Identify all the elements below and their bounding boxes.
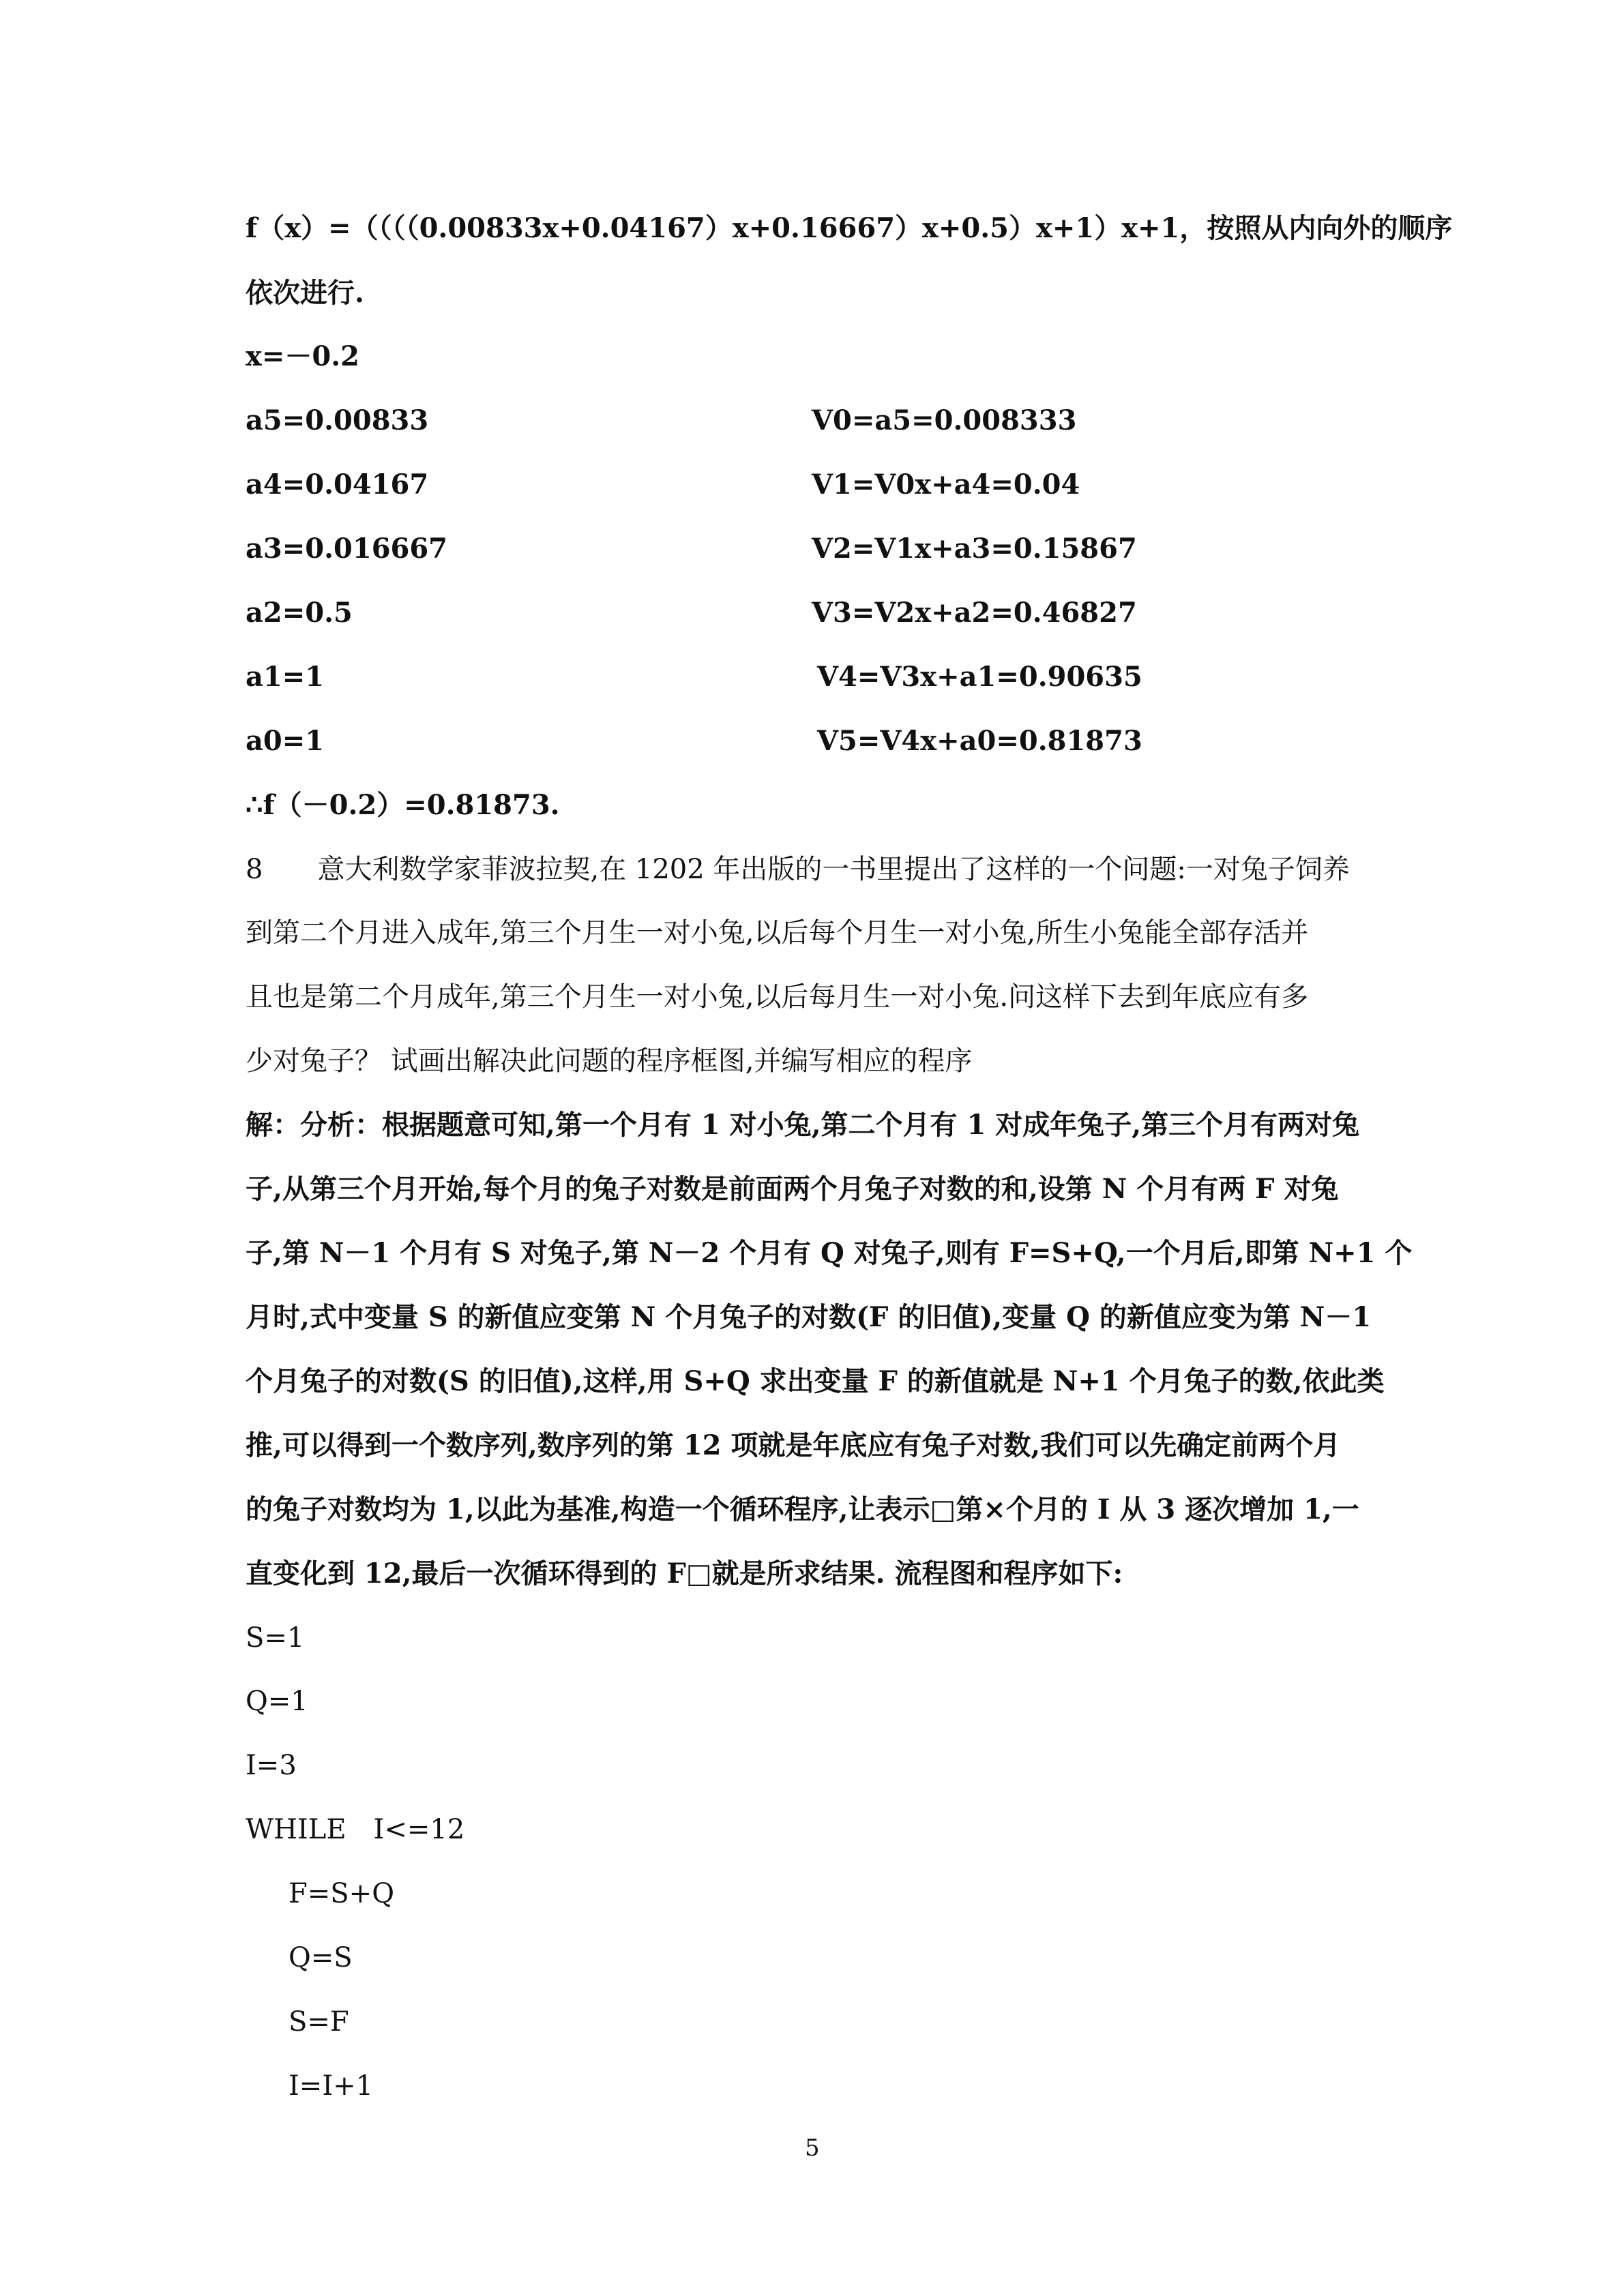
coefficient-row — [246, 404, 1391, 438]
problem-line: 8 意大利数学家菲波拉契,在 1202 年出版的一书里提出了这样的一个问题:一对兔子饲养 — [246, 854, 1350, 885]
code-line: F=S+Q — [289, 1878, 394, 1909]
problem-line: 且也是第二个月成年,第三个月生一对小兔,以后每月生一对小兔.问这样下去到年底应有多 — [246, 981, 1309, 1013]
code-line: Q=S — [289, 1942, 353, 1973]
code-line: WHILE I<=12 — [246, 1814, 465, 1845]
code-line: I=3 — [246, 1750, 297, 1781]
coefficient-row — [246, 532, 1391, 566]
solution-line: 直变化到 12,最后一次循环得到的 F□就是所求结果. 流程图和程序如下: — [246, 1557, 1123, 1590]
solution-line: 解：分析：根据题意可知,第一个月有 1 对小兔,第二个月有 1 对成年兔子,第三个月有两对兔 — [246, 1109, 1360, 1141]
page-number: 5 — [805, 2134, 820, 2162]
coefficient-right: V5=V4x+a0=0.81873 — [817, 725, 1142, 757]
coefficient-right: V1=V0x+a4=0.04 — [812, 468, 1080, 501]
code-line: Q=1 — [246, 1686, 308, 1717]
coefficient-left: a0=1 — [246, 725, 325, 757]
solution-line: 推,可以得到一个数序列,数序列的第 12 项就是年底应有兔子对数,我们可以先确定前两个月 — [246, 1429, 1341, 1461]
coefficient-right: V0=a5=0.008333 — [812, 404, 1077, 436]
coefficient-left: a3=0.016667 — [246, 533, 448, 565]
coefficient-row — [246, 468, 1391, 502]
text-line: x=－0.2 — [246, 340, 359, 372]
coefficient-left: a1=1 — [246, 661, 325, 693]
coefficient-right: V4=V3x+a1=0.90635 — [817, 661, 1142, 693]
coefficient-left: a5=0.00833 — [246, 404, 429, 436]
solution-line: 月时,式中变量 S 的新值应变第 N 个月兔子的对数(F 的旧值),变量 Q 的新值应变为第 N－1 — [246, 1301, 1372, 1333]
coefficient-row — [246, 660, 1391, 694]
problem-line: 到第二个月进入成年,第三个月生一对小兔,以后每个月生一对小兔,所生小兔能全部存活并 — [246, 917, 1309, 949]
formula-line: f（x）=（（（（0.00833x+0.04167）x+0.16667）x+0.5）x+1）x+1，按照从内向外的顺序 — [246, 212, 1453, 244]
code-line: S=F — [289, 2006, 349, 2038]
code-line: S=1 — [246, 1622, 305, 1654]
coefficient-left: a2=0.5 — [246, 597, 353, 629]
code-line: I=I+1 — [289, 2070, 374, 2102]
coefficient-left: a4=0.04167 — [246, 468, 429, 501]
solution-line: 子,第 N－1 个月有 S 对兔子,第 N－2 个月有 Q 对兔子,则有 F=S+Q,一个月后,即第 N+1 个 — [246, 1237, 1413, 1269]
coefficient-right: V3=V2x+a2=0.46827 — [812, 597, 1137, 629]
solution-line: 个月兔子的对数(S 的旧值),这样,用 S+Q 求出变量 F 的新值就是 N+1 个月兔子的数,依此类 — [246, 1365, 1385, 1397]
problem-line: 少对兔子？ 试画出解决此问题的程序框图,并编写相应的程序 — [246, 1045, 973, 1077]
coefficient-right: V2=V1x+a3=0.15867 — [812, 533, 1137, 565]
solution-line: 的兔子对数均为 1,以此为基准,构造一个循环程序,让表示□第×个月的 I 从 3 逐次增加 1,一 — [246, 1493, 1359, 1525]
coefficient-row — [246, 724, 1391, 758]
text-line: 依次进行. — [246, 277, 364, 309]
coefficient-row — [246, 596, 1391, 630]
solution-line: 子,从第三个月开始,每个月的兔子对数是前面两个月兔子对数的和,设第 N 个月有两 F 对兔 — [246, 1173, 1339, 1205]
result-line: ∴f（－0.2）=0.81873. — [246, 789, 560, 821]
